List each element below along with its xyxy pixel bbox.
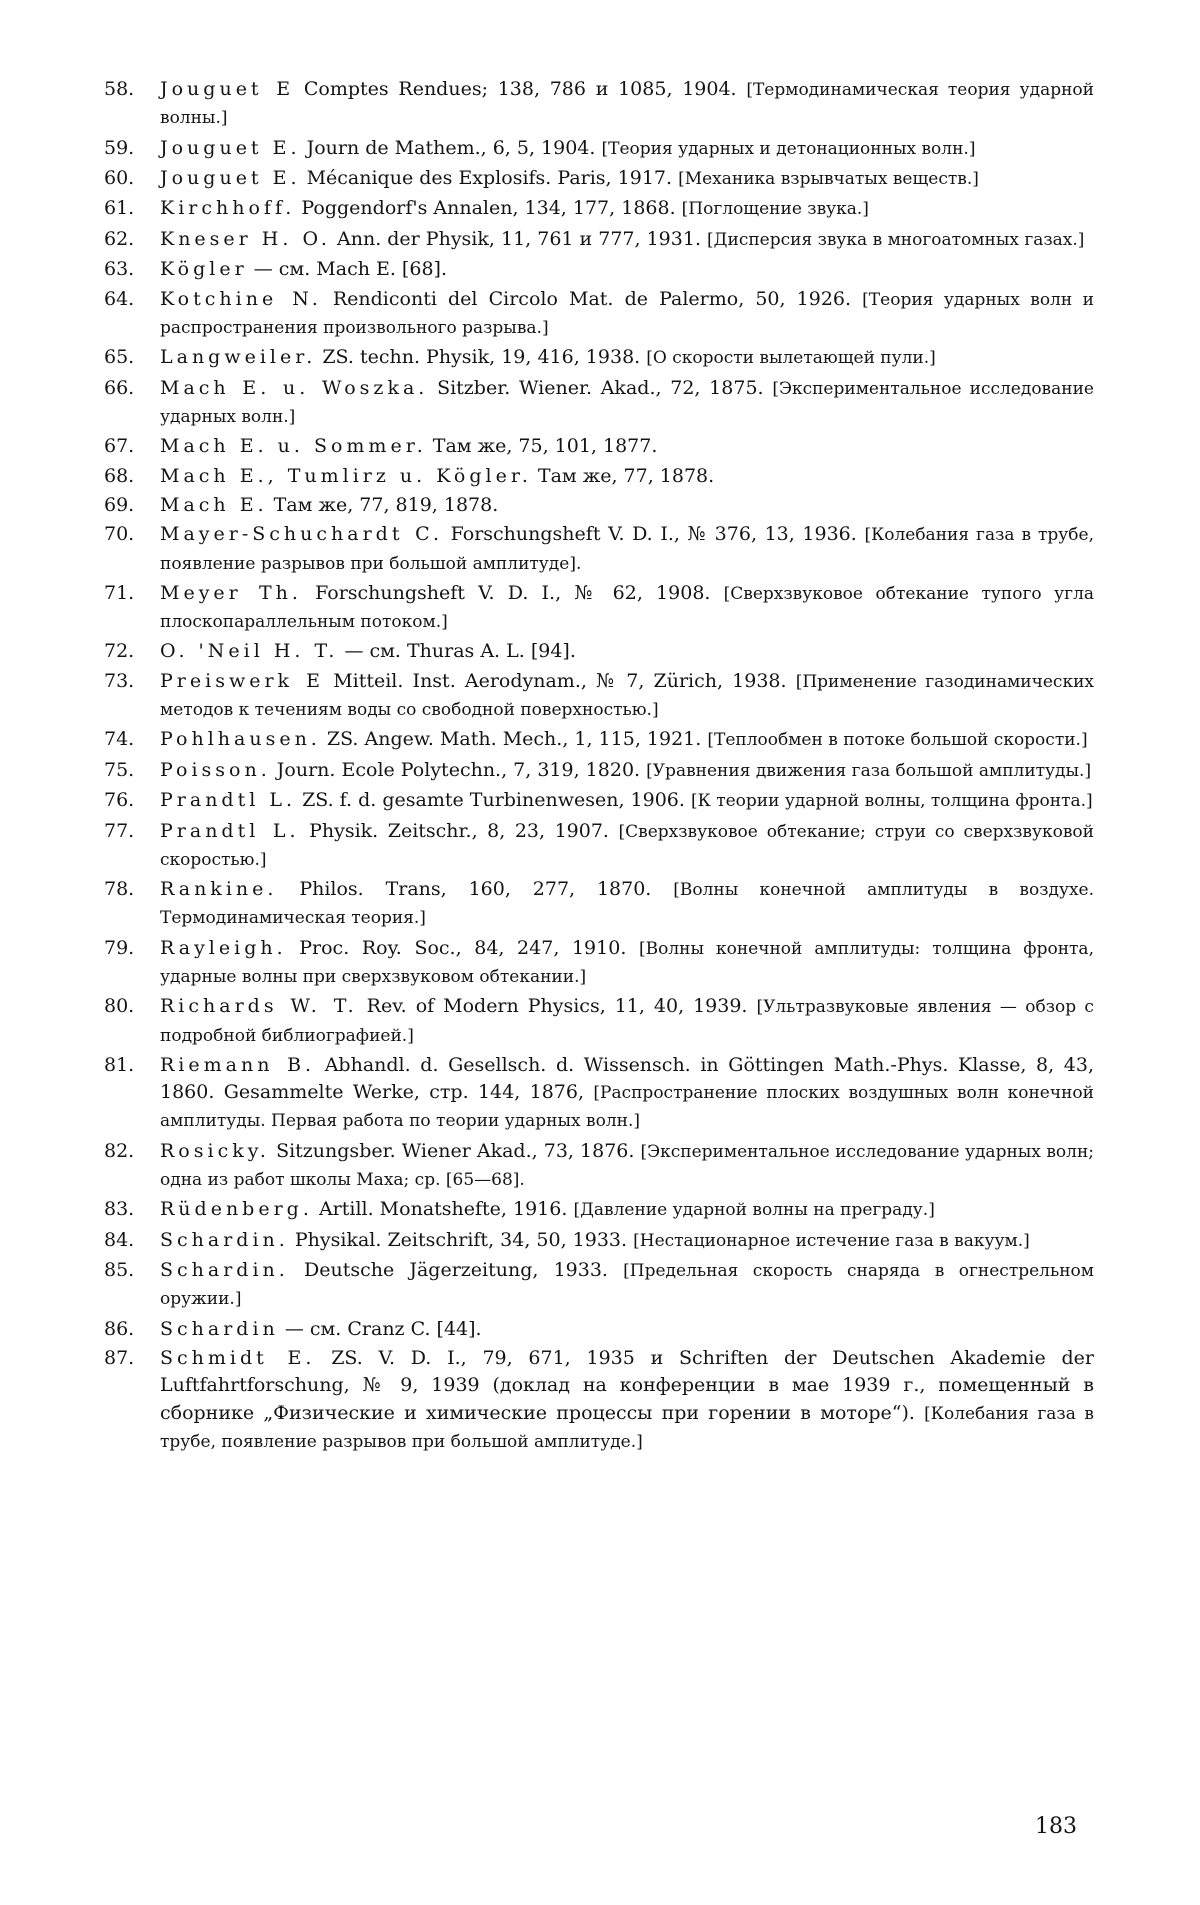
reference-item xyxy=(104,256,1094,283)
reference-source: Rendiconti del Circolo Mat. de Palermo, 50, 1926. xyxy=(332,287,852,310)
reference-author: Rankine. xyxy=(160,878,278,901)
reference-number: 81. xyxy=(104,1054,135,1077)
reference-author: Mach E., Tumlirz u. Kögler. xyxy=(160,464,532,487)
reference-item xyxy=(104,344,1094,372)
reference-item xyxy=(104,638,1094,665)
reference-author: Jouguet E. xyxy=(160,136,301,159)
reference-author: Pohlhausen. xyxy=(160,728,321,751)
reference-item xyxy=(104,226,1094,254)
reference-source: Philos. Trans, 160, 277, 1870. xyxy=(299,878,652,901)
reference-number: 74. xyxy=(104,728,135,751)
reference-author: Meyer Th. xyxy=(160,581,302,604)
reference-annotation: [К теории ударной волны, толщина фронта.] xyxy=(691,791,1093,812)
reference-author: Mayer-Schuchardt C. xyxy=(160,523,443,546)
reference-number: 72. xyxy=(104,640,135,663)
reference-item xyxy=(104,818,1094,874)
reference-item xyxy=(104,135,1094,163)
reference-source: — см. Cranz C. [44]. xyxy=(284,1317,482,1340)
reference-source: Physik. Zeitschr., 8, 23, 1907. xyxy=(309,819,609,842)
reference-source: Journ. Ecole Polytechn., 7, 319, 1820. xyxy=(276,758,641,781)
reference-author: Rayleigh. xyxy=(160,936,287,959)
reference-source: Mécanique des Explosifs. Paris, 1917. xyxy=(306,166,673,189)
reference-source: Journ de Mathem., 6, 5, 1904. xyxy=(306,136,596,159)
reference-author: Schardin xyxy=(160,1317,279,1340)
reference-number: 66. xyxy=(104,376,135,399)
reference-number: 86. xyxy=(104,1317,135,1340)
reference-annotation: [Ультразвуковые явления — обзор с подробной библиографией.] xyxy=(160,997,1094,1046)
reference-item xyxy=(104,76,1094,132)
reference-item xyxy=(104,935,1094,991)
reference-source: Proc. Roy. Soc., 84, 247, 1910. xyxy=(299,936,627,959)
reference-number: 82. xyxy=(104,1139,135,1162)
reference-item xyxy=(104,492,1094,519)
reference-author: Mach E. u. Woszka. xyxy=(160,376,429,399)
page-number: 183 xyxy=(1035,1814,1077,1839)
reference-annotation: [Волны конечной амплитуды: толщина фронта, ударные волны при сверхзвуковом обтекании.] xyxy=(160,938,1094,988)
reference-number: 59. xyxy=(104,136,135,159)
reference-annotation: [Колебания газа в трубе, появление разрывов при большой амплитуде]. xyxy=(160,525,1095,574)
reference-item xyxy=(104,876,1094,932)
reference-number: 60. xyxy=(104,166,135,189)
reference-author: Jouguet E xyxy=(160,78,295,100)
reference-source: Deutsche Jägerzeitung, 1933. xyxy=(303,1259,608,1282)
reference-source: Sitzber. Wiener. Akad., 72, 1875. xyxy=(437,376,764,399)
reference-source: — см. Mach E. [68]. xyxy=(253,258,447,281)
reference-item xyxy=(104,1316,1094,1343)
reference-author: Mach E. u. Sommer. xyxy=(160,435,427,458)
reference-annotation: [О скорости вылетающей пули.] xyxy=(646,348,936,369)
reference-number: 75. xyxy=(104,758,135,781)
reference-item xyxy=(104,1138,1094,1194)
reference-source: Comptes Rendues; 138, 786 и 1085, 1904. xyxy=(303,78,737,100)
reference-annotation: [Термодинамическая теория ударной волны.] xyxy=(160,80,1094,129)
reference-author: Kirchhoff. xyxy=(160,197,296,220)
reference-source: ZS. Angew. Math. Mech., 1, 115, 1921. xyxy=(326,728,702,751)
reference-number: 63. xyxy=(104,258,135,281)
reference-author: Schardin. xyxy=(160,1228,289,1251)
reference-annotation: [Применение газодинамических методов к течениям воды со свободной поверхностью.] xyxy=(160,671,1094,721)
reference-number: 69. xyxy=(104,493,135,516)
reference-author: Schmidt E. xyxy=(160,1347,316,1370)
reference-item xyxy=(104,1052,1094,1136)
reference-author: Prandtl L. xyxy=(160,789,297,812)
reference-number: 84. xyxy=(104,1228,135,1251)
reference-annotation: [Экспериментальное исследование ударных волн; одна из работ школы Маха; ср. [65—68]. xyxy=(160,1141,1094,1191)
reference-number: 67. xyxy=(104,435,135,458)
reference-item xyxy=(104,757,1094,785)
reference-item xyxy=(104,787,1094,815)
reference-number: 73. xyxy=(104,669,135,692)
reference-number: 85. xyxy=(104,1259,135,1282)
reference-annotation: [Теория ударных и детонационных волн.] xyxy=(601,138,976,159)
reference-annotation: [Волны конечной амплитуды в воздухе. Термодинамическая теория.] xyxy=(160,880,1094,929)
reference-author: Richards W. T. xyxy=(160,995,358,1018)
reference-annotation: [Сверхзвуковое обтекание тупого угла плоскопараллельным потоком.] xyxy=(160,583,1095,633)
reference-item xyxy=(104,1196,1094,1224)
reference-source: Forschungsheft V. D. I., № 376, 13, 1936. xyxy=(450,523,857,546)
reference-author: Schardin. xyxy=(160,1259,289,1282)
reference-annotation: [Уравнения движения газа большой амплитуды.] xyxy=(646,760,1092,781)
reference-author: Riemann B. xyxy=(160,1054,316,1077)
reference-item xyxy=(104,580,1094,636)
reference-source: Abhandl. d. Gesellsch. d. Wissensch. in Göttingen Math.-Phys. Klasse, 8, 43, 1860. Gesammelte Werke, стр. 144, 1876, xyxy=(160,1054,1094,1104)
reference-annotation: [Распространение плоских воздушных волн конечной амплитуды. Первая работа по теории ударных волн.] xyxy=(160,1083,1094,1132)
reference-source: Rev. of Modern Physics, 11, 40, 1939. xyxy=(366,995,748,1018)
reference-annotation: [Теплообмен в потоке большой скорости.] xyxy=(707,730,1088,751)
reference-source: Ann. der Physik, 11, 761 и 777, 1931. xyxy=(337,227,701,250)
reference-source: Physikal. Zeitschrift, 34, 50, 1933. xyxy=(294,1228,628,1251)
reference-author: Prandtl L. xyxy=(160,819,300,842)
reference-item xyxy=(104,668,1094,724)
reference-annotation: [Сверхзвуковое обтекание; струи со сверхзвуковой скоростью.] xyxy=(160,821,1094,870)
reference-item xyxy=(104,1345,1094,1456)
reference-author: Mach E. xyxy=(160,493,268,516)
reference-number: 71. xyxy=(104,581,135,604)
reference-number: 58. xyxy=(104,78,135,100)
reference-author: Jouguet E. xyxy=(160,166,301,189)
reference-author: Langweiler. xyxy=(160,346,317,369)
reference-source: Sitzungsber. Wiener Akad., 73, 1876. xyxy=(276,1139,635,1162)
reference-annotation: [Механика взрывчатых веществ.] xyxy=(678,168,979,189)
reference-author: Kotchine N. xyxy=(160,287,322,310)
reference-source: Forschungsheft V. D. I., № 62, 1908. xyxy=(315,581,711,604)
reference-item xyxy=(104,375,1094,431)
reference-source: Poggendorf's Annalen, 134, 177, 1868. xyxy=(301,197,676,220)
reference-annotation: [Дисперсия звука в многоатомных газах.] xyxy=(707,229,1085,250)
reference-author: Rüdenberg. xyxy=(160,1198,313,1221)
reference-source: ZS. V. D. I., 79, 671, 1935 и Schriften der Deutschen Akademie der Luftfahrtforschung, № 9, 1939 (доклад на конференции в мае 1939 г., помещенный в сборнике „Физические и химические процессы при горении в моторе“). xyxy=(160,1347,1094,1424)
reference-item xyxy=(104,1257,1094,1313)
reference-source: Artill. Monatshefte, 1916. xyxy=(318,1198,568,1221)
reference-number: 79. xyxy=(104,936,135,959)
reference-annotation: [Колебания газа в трубе, появление разрывов при большой амплитуде.] xyxy=(160,1403,1094,1452)
reference-number: 77. xyxy=(104,819,135,842)
reference-source: Там же, 75, 101, 1877. xyxy=(432,435,658,458)
reference-annotation: [Экспериментальное исследование ударных волн.] xyxy=(160,378,1094,427)
reference-annotation: [Нестационарное истечение газа в вакуум.] xyxy=(633,1230,1030,1251)
reference-number: 87. xyxy=(104,1347,135,1370)
reference-author: Kögler xyxy=(160,258,248,281)
reference-item xyxy=(104,993,1094,1049)
reference-source: ZS. techn. Physik, 19, 416, 1938. xyxy=(322,346,641,369)
reference-item xyxy=(104,433,1094,460)
reference-number: 64. xyxy=(104,287,135,310)
reference-author: O. 'Neil H. T. xyxy=(160,640,339,663)
reference-source: Mitteil. Inst. Aerodynam., № 7, Zürich, 1938. xyxy=(333,669,787,692)
reference-source: ZS. f. d. gesamte Turbinenwesen, 1906. xyxy=(302,789,685,812)
reference-annotation: [Предельная скорость снаряда в огнестрельном оружии.] xyxy=(160,1261,1095,1310)
reference-number: 76. xyxy=(104,789,135,812)
reference-source: Там же, 77, 1878. xyxy=(537,464,715,487)
reference-number: 61. xyxy=(104,197,135,220)
reference-annotation: [Поглощение звука.] xyxy=(681,199,869,220)
reference-author: Preiswerk E xyxy=(160,669,325,692)
reference-number: 68. xyxy=(104,464,135,487)
reference-item xyxy=(104,286,1094,342)
reference-number: 62. xyxy=(104,227,135,250)
reference-author: Rosicky. xyxy=(160,1139,270,1162)
reference-item xyxy=(104,521,1094,577)
reference-number: 65. xyxy=(104,346,135,369)
reference-item xyxy=(104,463,1094,490)
reference-number: 83. xyxy=(104,1198,135,1221)
reference-number: 80. xyxy=(104,995,135,1018)
reference-number: 70. xyxy=(104,523,135,546)
reference-item xyxy=(104,165,1094,193)
reference-author: Kneser H. O. xyxy=(160,227,331,250)
reference-list xyxy=(104,76,1094,1458)
reference-author: Poisson. xyxy=(160,758,271,781)
reference-item xyxy=(104,726,1094,754)
reference-item xyxy=(104,1227,1094,1255)
reference-item xyxy=(104,195,1094,223)
reference-source: — см. Thuras A. L. [94]. xyxy=(344,640,576,663)
reference-source: Там же, 77, 819, 1878. xyxy=(273,493,499,516)
reference-annotation: [Давление ударной волны на преграду.] xyxy=(573,1200,935,1221)
reference-annotation: [Теория ударных волн и распространения произвольного разрыва.] xyxy=(160,289,1094,338)
reference-number: 78. xyxy=(104,878,135,901)
